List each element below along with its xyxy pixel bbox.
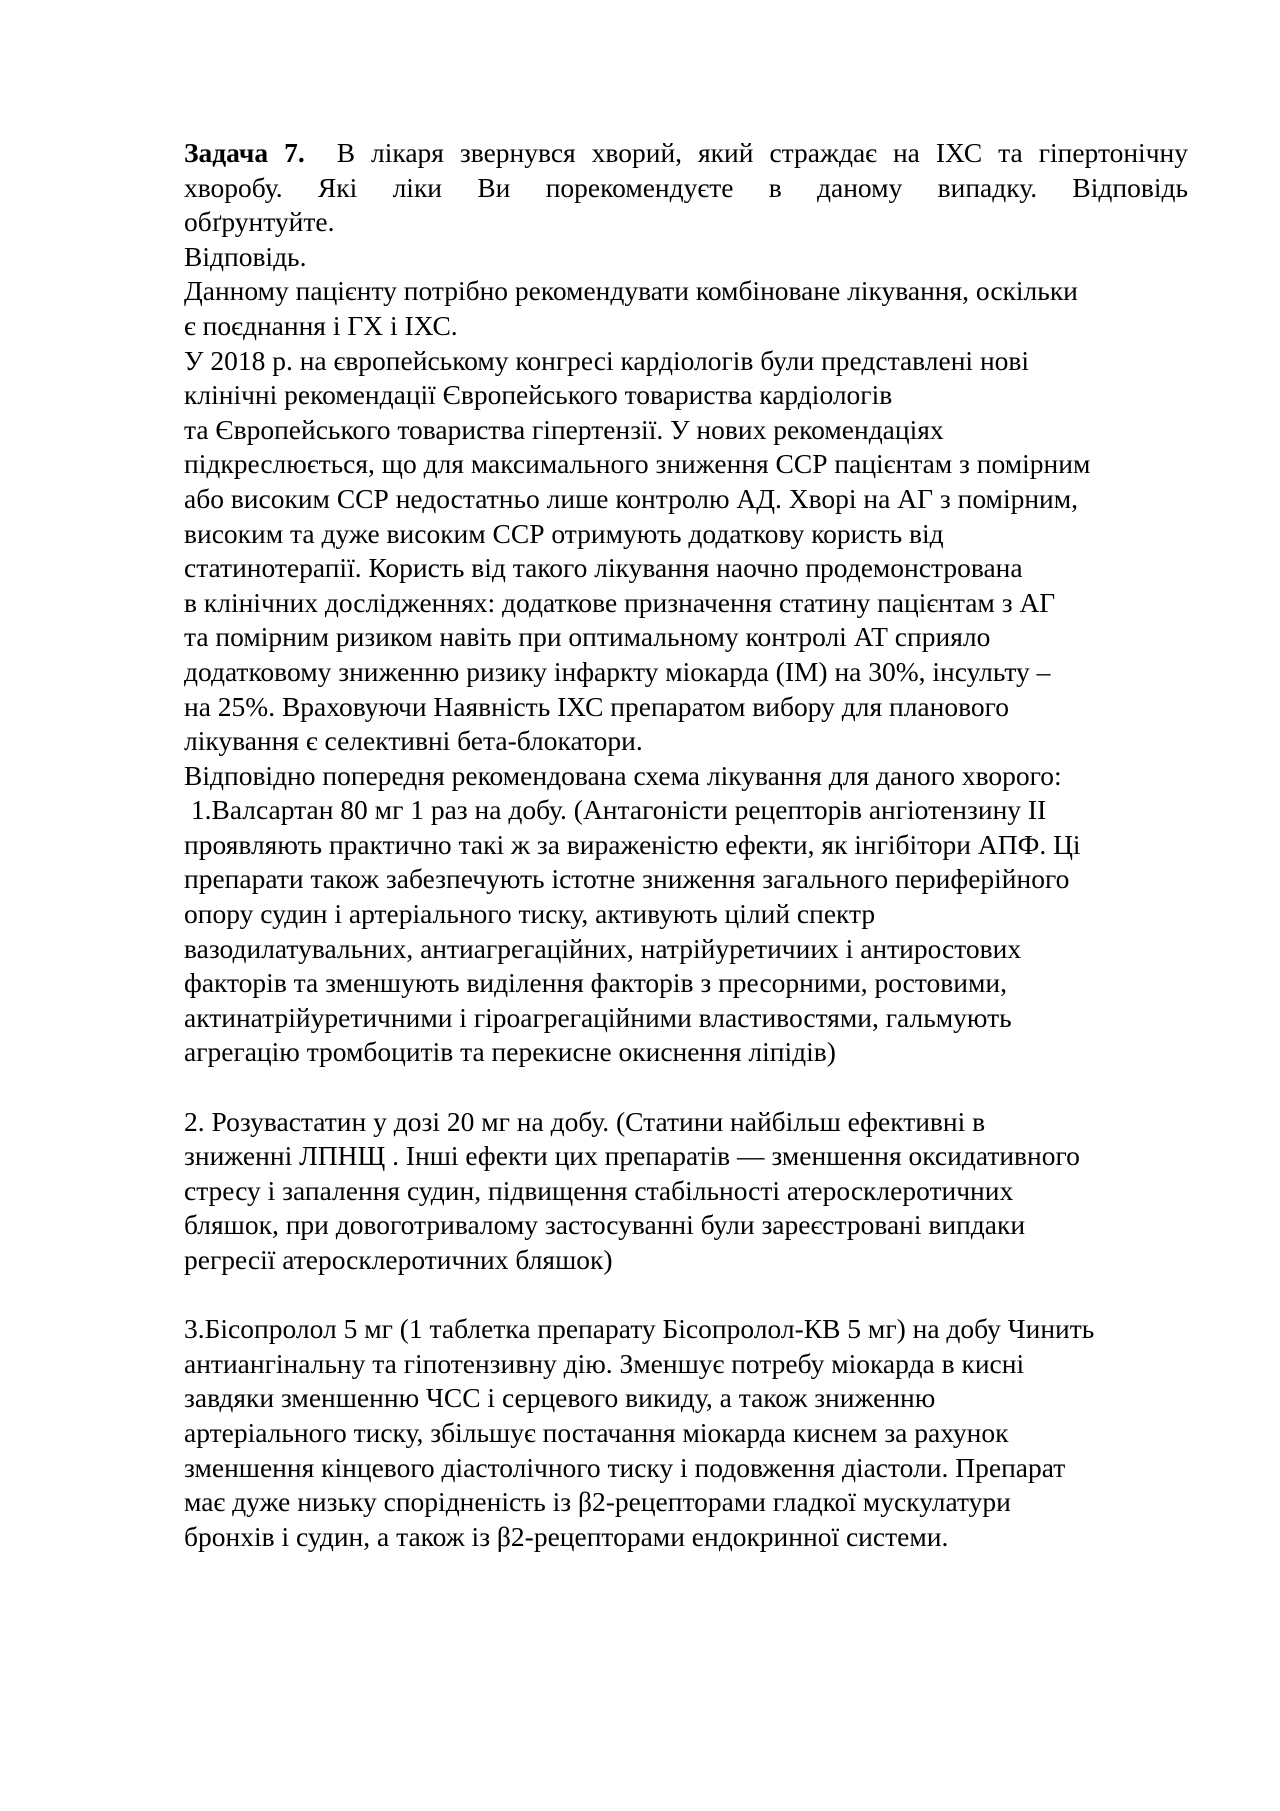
treatment-item-3-line: артеріального тиску, збільшує постачання міокарда киснем за рахунок — [184, 1416, 1009, 1448]
answer-paragraph-line: додатковому зниженню ризику інфаркту міокарда (ІМ) на 30%, інсульту – — [184, 655, 1051, 687]
treatment-item-3-line: завдяки зменшенню ЧСС і серцевого викиду, а також зниженню — [184, 1382, 936, 1414]
answer-paragraph-line: або високим ССР недостатньо лише контролю АД. Хворі на АГ з помірним, — [184, 482, 1079, 514]
treatment-item-1-line: агрегацію тромбоцитів та перекисне окиснення ліпідів) — [184, 1036, 836, 1068]
treatment-item-2-line: 2. Розувастатин у дозі 20 мг на добу. (Статини найбільш ефективні в — [184, 1105, 986, 1137]
treatment-item-1-line: 1.Валсартан 80 мг 1 раз на добу. (Антагоністи рецепторів ангіотензину II — [184, 794, 1047, 826]
answer-paragraph-line: та помірним ризиком навіть при оптимальному контролі АТ сприяло — [184, 621, 991, 653]
treatment-item-2-line: бляшок, при довоготривалому застосуванні були зареєстровані випдаки — [184, 1209, 1026, 1241]
treatment-item-1-line: препарати також забезпечують істотне зниження загального периферійного — [184, 863, 1070, 895]
task-question-line — [184, 136, 1188, 171]
answer-paragraph-line: клінічні рекомендації Європейського товариства кардіологів — [184, 379, 893, 411]
answer-paragraph-line: Відповідно попередня рекомендована схема лікування для даного хворого: — [184, 759, 1062, 791]
answer-paragraph-line: У 2018 р. на європейському конгресі кардіологів були представлені нові — [184, 344, 1030, 376]
answer-paragraph-line: лікування є селективні бета-блокатори. — [184, 725, 643, 757]
task-question-text: В лікаря звернувся хворий, який страждає на ІХС та гіпертонічну — [336, 137, 1188, 168]
answer-paragraph-line: підкреслюється, що для максимального зниження ССР пацієнтам з помірним — [184, 448, 1091, 480]
treatment-item-2-line: регресії атеросклеротичних бляшок) — [184, 1244, 613, 1275]
treatment-item-3-line: зменшення кінцевого діастолічного тиску і подовження діастоли. Препарат — [184, 1451, 1066, 1483]
treatment-item-2-line: зниженні ЛПНЩ . Інші ефекти цих препаратів — зменшення оксидативного — [184, 1140, 1080, 1172]
treatment-item-1-line: проявляють практично такі ж за вираженістю ефекти, як інгібітори АПФ. Ці — [184, 828, 1081, 860]
treatment-item-1-line: факторів та зменшують виділення факторів з пресорними, ростовими, — [184, 967, 1007, 999]
treatment-item-3-line: антиангінальну та гіпотензивну дію. Зменшує потребу міокарда в кисні — [184, 1347, 1025, 1379]
answer-paragraph-line: на 25%. Враховуючи Наявність ІХС препаратом вибору для планового — [184, 690, 1009, 722]
answer-paragraph-line: високим та дуже високим ССР отримують додаткову користь від — [184, 517, 944, 549]
treatment-item-1-line: опору судин і артеріального тиску, активують цілий спектр — [184, 898, 876, 930]
paragraph-spacer — [184, 1070, 1188, 1105]
treatment-item-1-line: вазодилатувальних, антиагрегаційних, натрійуретичиих і антиростових — [184, 932, 1022, 964]
treatment-item-3-line: 3.Бісопролол 5 мг (1 таблетка препарату Бісопролол-КВ 5 мг) на добу Чинить — [184, 1313, 1095, 1345]
treatment-item-2-line: стресу і запалення судин, підвищення стабільності атеросклеротичних — [184, 1174, 1014, 1206]
answer-paragraph-line: є поєднання і ГХ і ІХС. — [184, 309, 458, 341]
treatment-item-1-line: актинатрійуретичними і гіроагрегаційними властивостями, гальмують — [184, 1001, 1012, 1033]
answer-paragraph-line: та Європейського товариства гіпертензії. У нових рекомендаціях — [184, 413, 944, 445]
treatment-item-3-line: бронхів і судин, а також із β2-рецепторами ендокринної системи. — [184, 1520, 949, 1552]
answer-paragraph-line: статинотерапії. Користь від такого лікування наочно продемонстрована — [184, 552, 1023, 584]
answer-heading: Відповідь. — [184, 240, 307, 272]
answer-paragraph-line: в клінічних дослідженнях: додаткове призначення статину пацієнтам з АГ — [184, 586, 1056, 618]
task-question-line: обґрунтуйте. — [184, 206, 335, 238]
answer-paragraph-line: Данному пацієнту потрібно рекомендувати комбіноване лікування, оскільки — [184, 275, 1078, 307]
task-question-line: хворобу. Які ліки Ви порекомендуєте в даному випадку. Відповідь — [184, 171, 1188, 203]
document-text — [184, 136, 1188, 1554]
paragraph-spacer — [184, 1278, 1188, 1313]
treatment-item-3-line: має дуже низьку спорідненість із β2-рецепторами гладкої мускулатури — [184, 1486, 1011, 1518]
task-label: Задача 7. — [184, 137, 305, 168]
